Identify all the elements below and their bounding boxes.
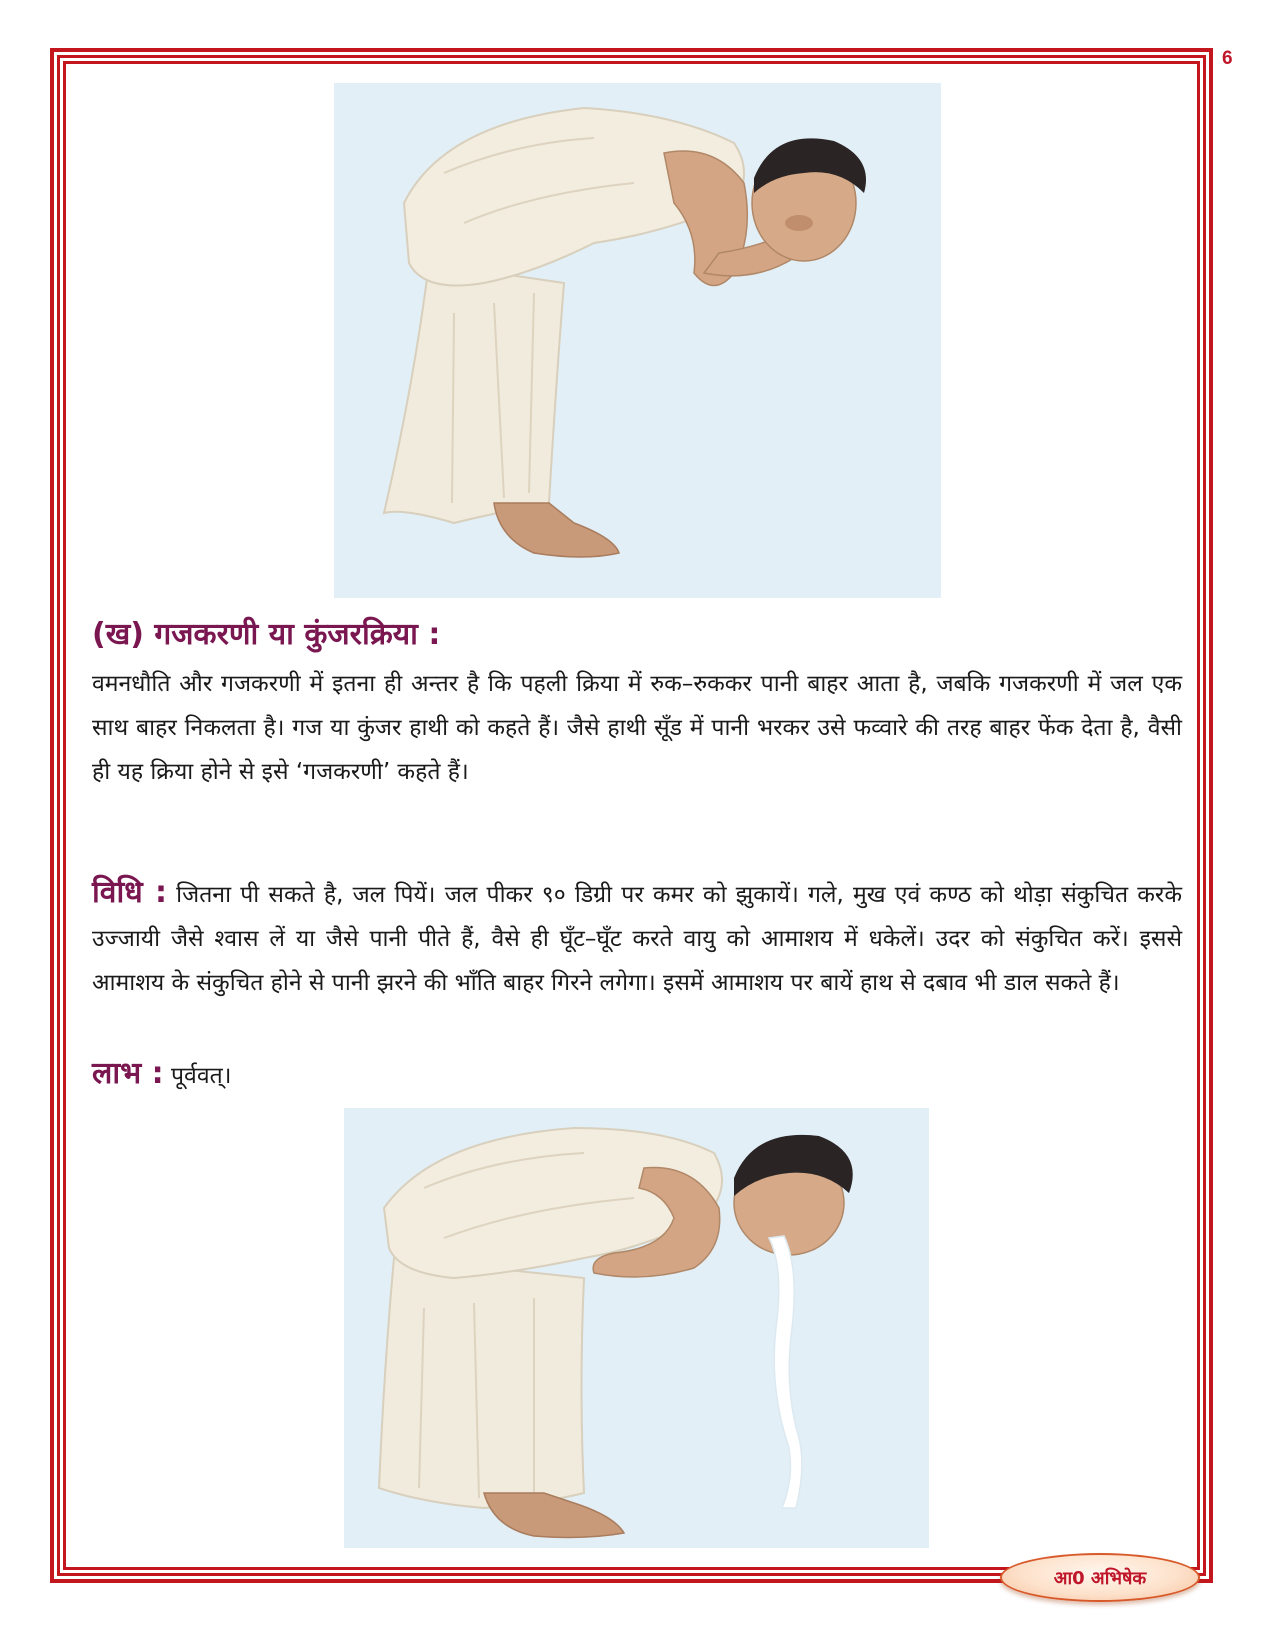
method-label: विधि :	[92, 875, 167, 910]
description-paragraph	[92, 662, 1182, 794]
author-badge	[1000, 1553, 1200, 1602]
benefit-label: लाभ :	[92, 1056, 164, 1091]
top-photo	[334, 83, 941, 598]
person-bending-expelling-water-illustration	[344, 1108, 929, 1548]
bottom-photo	[344, 1108, 929, 1548]
author-badge-text: आ0 अभिषेक	[1053, 1567, 1147, 1589]
description-text: वमनधौति और गजकरणी में इतना ही अन्तर है कि पहली क्रिया में रुक–रुककर पानी बाहर आता है, जबकि गजकरणी में जल एक साथ बाहर निकलता है। गज या कुंजर हाथी को कहते हैं। जैसे हाथी सूँड में पानी भरकर उसे फव्वारे की तरह बाहर फेंक देता है, वैसी ही यह क्रिया होने से इसे ‘गजकरणी’ कहते हैं।	[92, 671, 1182, 785]
method-text: जितना पी सकते है, जल पियें। जल पीकर ९० डिग्री पर कमर को झुकायें। गले, मुख एवं कण्ठ को थोड़ा संकुचित करके उज्जायी जैसे श्वास लें या जैसे पानी पीते हैं, वैसे ही घूँट–घूँट करते वायु को आमाशय में धकेलें। उदर को संकुचित करें। इससे आमाशय के संकुचित होने से पानी झरने की भाँति बाहर गिरने लगेगा। इसमें आमाशय पर बायें हाथ से दबाव भी डाल सकते हैं।	[92, 882, 1182, 996]
section-heading: (ख) गजकरणी या कुंजरक्रिया :	[92, 617, 441, 652]
page-number: 6	[1222, 48, 1233, 69]
benefit-paragraph	[92, 1052, 1182, 1098]
method-paragraph	[92, 871, 1182, 1005]
benefit-text: पूर्ववत्।	[170, 1063, 232, 1089]
person-bending-hand-to-mouth-illustration	[334, 83, 941, 598]
